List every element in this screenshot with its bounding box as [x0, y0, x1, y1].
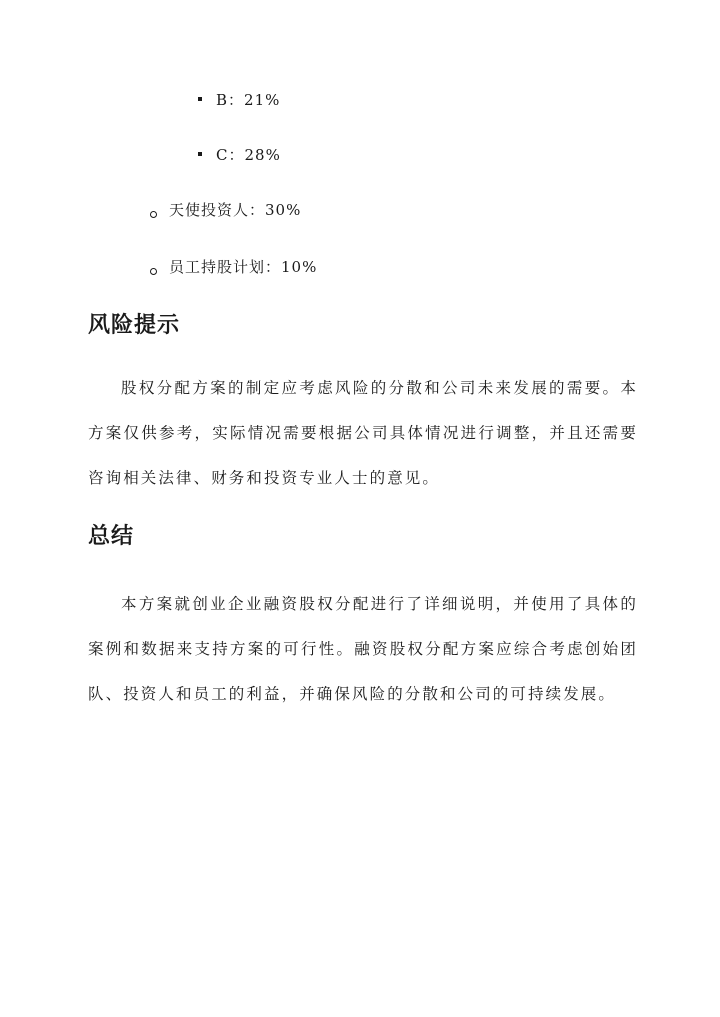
list-item-esop-text: 员工持股计划：10%	[169, 258, 318, 276]
list-item-c-text: C：28%	[216, 146, 281, 164]
square-bullet-icon	[198, 97, 202, 101]
circle-bullet-icon	[150, 268, 157, 275]
risk-heading: 风险提示	[88, 312, 181, 338]
circle-bullet-icon	[150, 211, 157, 218]
list-item-esop	[150, 257, 317, 277]
list-item-b	[198, 90, 280, 110]
summary-heading: 总结	[88, 523, 135, 549]
list-item-angel	[150, 200, 301, 220]
summary-paragraph: 本方案就创业企业融资股权分配进行了详细说明，并使用了具体的案例和数据来支持方案的可行性。融资股权分配方案应综合考虑创始团队、投资人和员工的利益，并确保风险的分散和公司的可持续发展。	[88, 595, 638, 703]
risk-paragraph: 股权分配方案的制定应考虑风险的分散和公司未来发展的需要。本方案仅供参考，实际情况需要根据公司具体情况进行调整，并且还需要咨询相关法律、财务和投资专业人士的意见。	[88, 379, 638, 487]
list-item-b-text: B：21%	[216, 91, 281, 109]
list-item-c	[198, 145, 281, 165]
square-bullet-icon	[198, 152, 202, 156]
list-item-angel-text: 天使投资人：30%	[169, 201, 302, 219]
